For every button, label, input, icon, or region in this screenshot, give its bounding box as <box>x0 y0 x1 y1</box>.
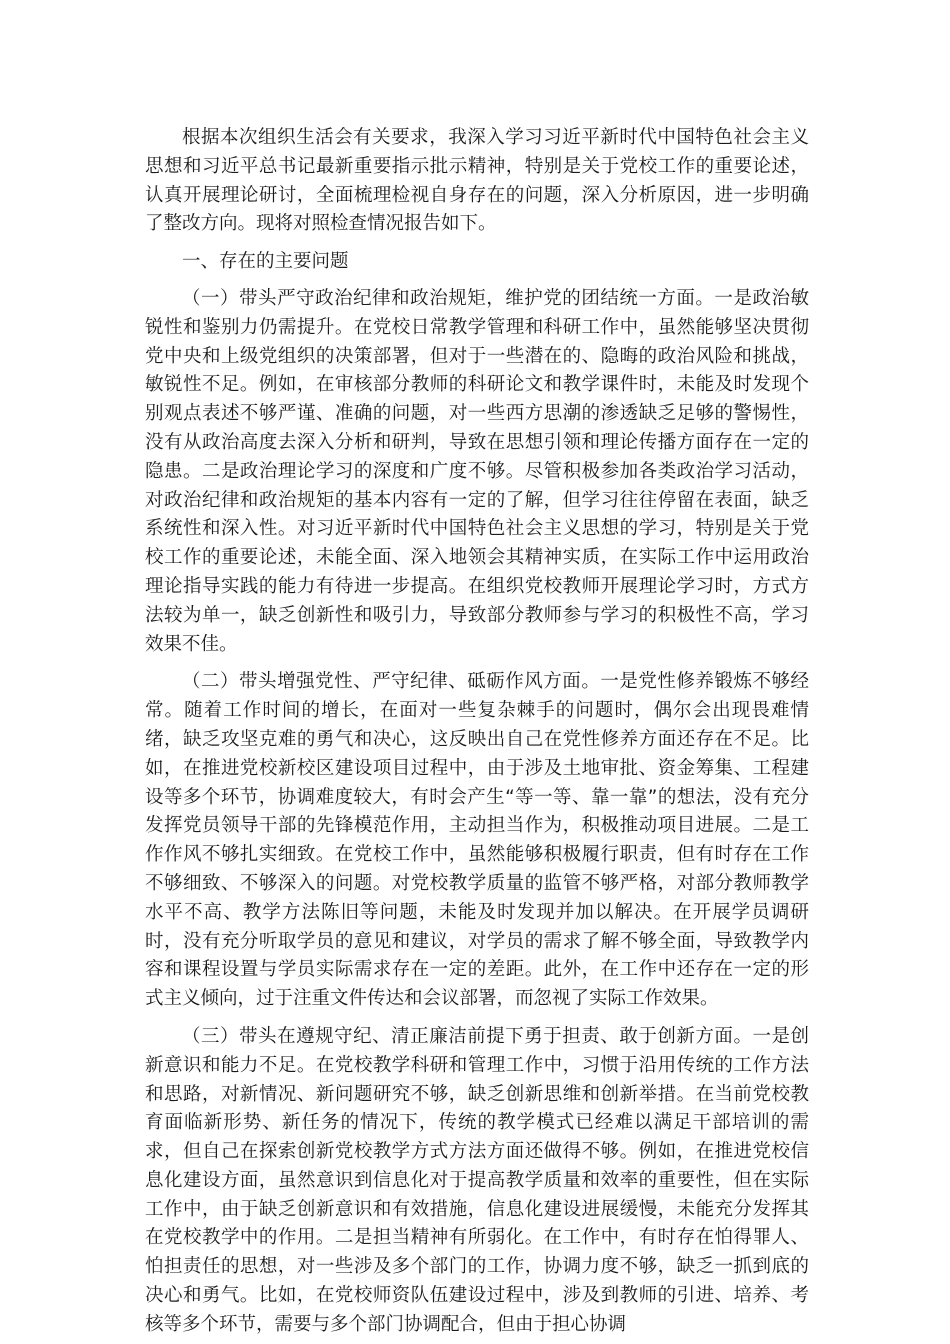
paragraph-innovation: （三）带头在遵规守纪、清正廉洁前提下勇于担责、敢于创新方面。一是创新意识和能力不足。在党校教学科研和管理工作中，习惯于沿用传统的工作方法和思路，对新情况、新问题研究不够，缺乏创新思维和创新举措。在当前党校教育面临新形势、新任务的情况下，传统的教学模式已经难以满足干部培训的需求，但自己在探索创新党校教学方式方法方面还做得不够。例如，在推进党校信息化建设方面，虽然意识到信息化对于提高教学质量和效率的重要性，但在实际工作中，由于缺乏创新意识和有效措施，信息化建设进展缓慢，未能充分发挥其在党校教学中的作用。二是担当精神有所弱化。在工作中，有时存在怕得罪人、怕担责任的思想，对一些涉及多个部门的工作，协调力度不够，缺乏一抓到底的决心和勇气。比如，在党校师资队伍建设过程中，涉及到教师的引进、培养、考核等多个环节，需要与多个部门协调配合，但由于担心协调 <box>145 1025 809 1335</box>
paragraph-discipline: （一）带头严守政治纪律和政治规矩，维护党的团结统一方面。一是政治敏锐性和鉴别力仍需提升。在党校日常教学管理和科研工作中，虽然能够坚决贯彻党中央和上级党组织的决策部署，但对于一些潜在的、隐晦的政治风险和挑战，敏锐性不足。例如，在审核部分教师的科研论文和教学课件时，未能及时发现个别观点表述不够严谨、准确的问题，对一些西方思潮的渗透缺乏足够的警惕性，没有从政治高度去深入分析和研判，导致在思想引领和理论传播方面存在一定的隐患。二是政治理论学习的深度和广度不够。尽管积极参加各类政治学习活动，对政治纪律和政治规矩的基本内容有一定的了解，但学习往往停留在表面，缺乏系统性和深入性。对习近平新时代中国特色社会主义思想的学习，特别是关于党校工作的重要论述，未能全面、深入地领会其精神实质，在实际工作中运用政治理论指导实践的能力有待进一步提高。在组织党校教师开展理论学习时，方式方法较为单一，缺乏创新性和吸引力，导致部分教师参与学习的积极性不高，学习效果不佳。 <box>145 287 809 655</box>
document-body <box>145 124 809 1340</box>
section-heading: 一、存在的主要问题 <box>182 251 349 273</box>
paragraph-party-spirit: （二）带头增强党性、严守纪律、砥砺作风方面。一是党性修养锻炼不够经常。随着工作时间的增长，在面对一些复杂棘手的问题时，偶尔会出现畏难情绪，缺乏攻坚克难的勇气和决心，这反映出自己在党性修养方面还存在不足。比如，在推进党校新校区建设项目过程中，由于涉及土地审批、资金筹集、工程建设等多个环节，协调难度较大，有时会产生“等一等、靠一靠”的想法，没有充分发挥党员领导干部的先锋模范作用，主动担当作为，积极推动项目进展。二是工作作风不够扎实细致。在党校工作中，虽然能够积极履行职责，但有时存在工作不够细致、不够深入的问题。对党校教学质量的监管不够严格，对部分教师教学水平不高、教学方法陈旧等问题，未能及时发现并加以解决。在开展学员调研时，没有充分听取学员的意见和建议，对学员的需求了解不够全面，导致教学内容和课程设置与学员实际需求存在一定的差距。此外，在工作中还存在一定的形式主义倾向，过于注重文件传达和会议部署，而忽视了实际工作效果。 <box>145 671 809 1010</box>
intro-paragraph: 根据本次组织生活会有关要求，我深入学习习近平新时代中国特色社会主义思想和习近平总书记最新重要指示批示精神，特别是关于党校工作的重要论述，认真开展理论研讨，全面梳理检视自身存在的问题，深入分析原因，进一步明确了整改方向。现将对照检查情况报告如下。 <box>145 127 809 235</box>
